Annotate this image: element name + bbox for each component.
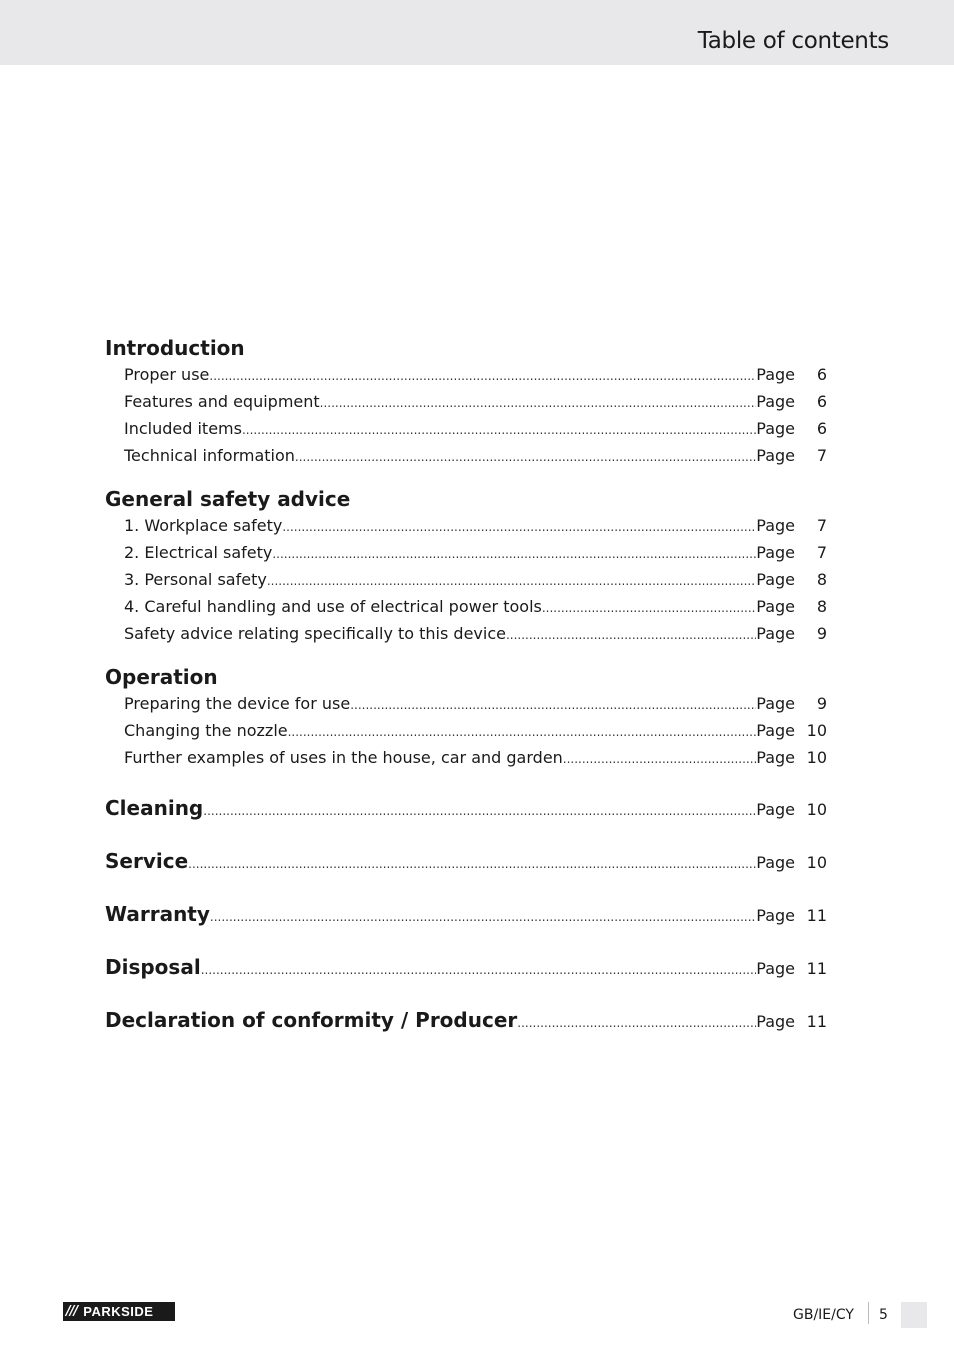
footer-divider — [868, 1302, 869, 1324]
page-number: 9 — [816, 624, 827, 643]
entry-label: Included items — [124, 419, 242, 438]
entry-label: Further examples of uses in the house, car and garden — [124, 748, 563, 767]
page-number: 11 — [806, 959, 827, 978]
entry-label: Safety advice relating specifically to this device — [124, 624, 506, 643]
page-word: Page — [756, 446, 795, 465]
leader-dots — [242, 418, 756, 443]
section-title: Cleaning — [105, 796, 204, 820]
entry-label: 1. Workplace safety — [124, 516, 283, 535]
leader-dots — [201, 956, 757, 984]
page-number: 10 — [806, 748, 827, 767]
page-word: Page — [756, 570, 795, 589]
toc-section-operation — [105, 663, 827, 772]
page-word: Page — [756, 959, 795, 978]
page-word: Page — [756, 597, 795, 616]
leader-dots — [295, 445, 756, 470]
page-word: Page — [756, 516, 795, 535]
leader-dots — [282, 515, 756, 540]
page-word: Page — [756, 365, 795, 384]
section-title: General safety advice — [105, 487, 351, 511]
leader-dots — [320, 391, 757, 416]
page-number: 10 — [806, 853, 827, 872]
page-number: 11 — [806, 1012, 827, 1031]
entry-label: Preparing the device for use — [124, 694, 351, 713]
page-number: 7 — [816, 446, 827, 465]
entry-label: Changing the nozzle — [124, 721, 288, 740]
page-word: Page — [756, 853, 795, 872]
leader-dots — [517, 1009, 756, 1037]
section-title: Operation — [105, 665, 218, 689]
entry-label: 3. Personal safety — [124, 570, 267, 589]
toc-entry-cleaning[interactable] — [105, 794, 827, 825]
region-code: GB/IE/CY — [793, 1307, 854, 1323]
leader-dots — [563, 747, 756, 772]
toc-section-introduction — [105, 334, 827, 470]
page-number: 6 — [816, 365, 827, 384]
header-band — [0, 0, 954, 65]
table-of-contents — [105, 334, 827, 1059]
toc-entry[interactable] — [105, 718, 827, 745]
leader-dots — [350, 693, 756, 718]
page-number: 8 — [816, 570, 827, 589]
section-title: Introduction — [105, 336, 245, 360]
page-number: 9 — [816, 694, 827, 713]
leader-dots — [288, 720, 757, 745]
page-word: Page — [756, 419, 795, 438]
leader-dots — [267, 569, 756, 594]
page-number: 8 — [816, 597, 827, 616]
leader-dots — [203, 797, 756, 825]
leader-dots — [272, 542, 756, 567]
toc-entry-declaration[interactable] — [105, 1006, 827, 1037]
page-word: Page — [756, 694, 795, 713]
page-word: Page — [756, 748, 795, 767]
leader-dots — [506, 623, 756, 648]
logo-slashes: /// — [66, 1304, 78, 1319]
parkside-logo — [63, 1302, 175, 1321]
page-number-footer: 5 — [879, 1307, 888, 1323]
page-number: 6 — [816, 392, 827, 411]
entry-label: Features and equipment — [124, 392, 320, 411]
toc-entry-warranty[interactable] — [105, 900, 827, 931]
toc-entry[interactable] — [105, 443, 827, 470]
page-number: 7 — [816, 516, 827, 535]
section-title: Warranty — [105, 902, 210, 926]
toc-entry[interactable] — [105, 691, 827, 718]
page-number: 11 — [806, 906, 827, 925]
page-title: Table of contents — [697, 28, 889, 54]
toc-entry[interactable] — [105, 362, 827, 389]
leader-dots — [542, 596, 756, 621]
section-title: Declaration of conformity / Producer — [105, 1008, 518, 1032]
toc-entry[interactable] — [105, 594, 827, 621]
toc-section-general-safety-advice — [105, 485, 827, 648]
entry-label: 4. Careful handling and use of electrical power tools — [124, 597, 542, 616]
page-number: 6 — [816, 419, 827, 438]
leader-dots — [209, 364, 756, 389]
page-word: Page — [756, 392, 795, 411]
section-title: Service — [105, 849, 189, 873]
page-word: Page — [756, 1012, 795, 1031]
toc-entry[interactable] — [105, 513, 827, 540]
toc-entry[interactable] — [105, 567, 827, 594]
page-word: Page — [756, 906, 795, 925]
toc-entry[interactable] — [105, 389, 827, 416]
section-title: Disposal — [105, 955, 201, 979]
leader-dots — [188, 850, 756, 878]
page-number: 10 — [806, 721, 827, 740]
page-number: 7 — [816, 543, 827, 562]
page-word: Page — [756, 721, 795, 740]
page-word: Page — [756, 800, 795, 819]
toc-entry[interactable] — [105, 745, 827, 772]
page-word: Page — [756, 543, 795, 562]
footer-tab-box — [901, 1302, 927, 1328]
leader-dots — [210, 903, 756, 931]
page-word: Page — [756, 624, 795, 643]
logo-brand: PARKSIDE — [83, 1304, 154, 1319]
toc-entry-disposal[interactable] — [105, 953, 827, 984]
toc-entry[interactable] — [105, 540, 827, 567]
toc-entry[interactable] — [105, 416, 827, 443]
toc-entry[interactable] — [105, 621, 827, 648]
entry-label: 2. Electrical safety — [124, 543, 273, 562]
entry-label: Proper use — [124, 365, 210, 384]
entry-label: Technical information — [124, 446, 295, 465]
toc-entry-service[interactable] — [105, 847, 827, 878]
page-number: 10 — [806, 800, 827, 819]
